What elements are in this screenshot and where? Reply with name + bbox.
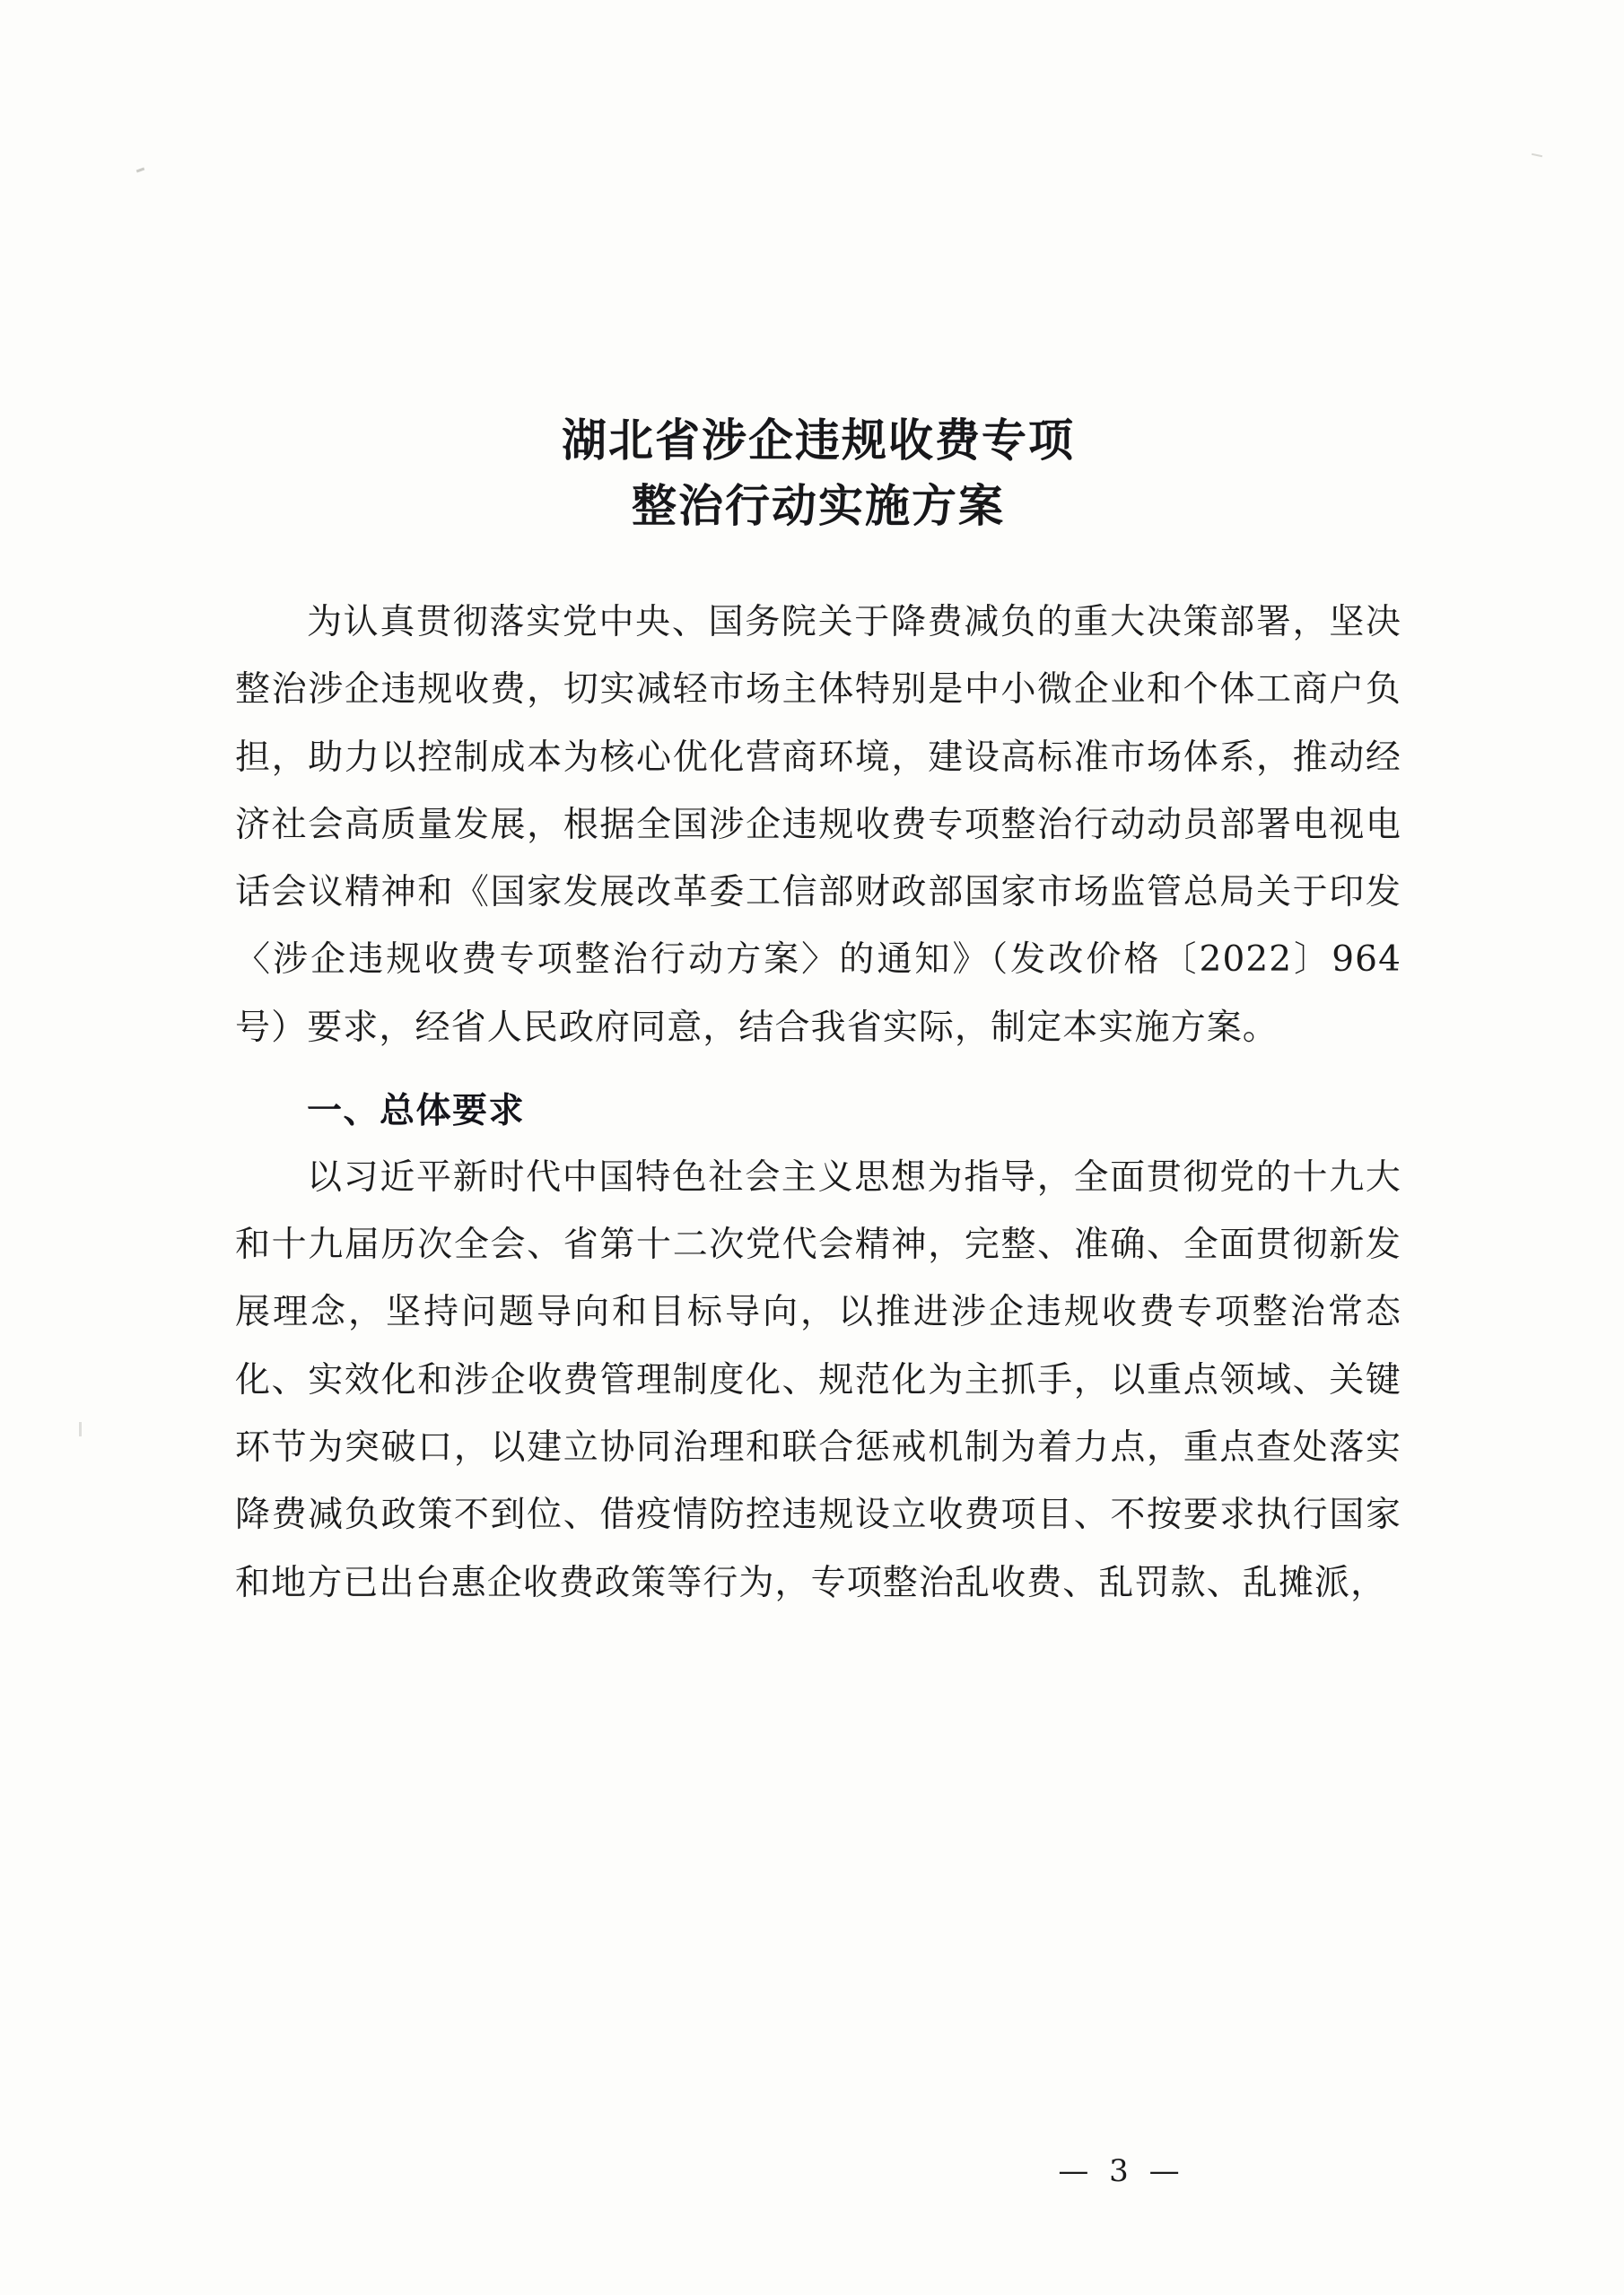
page-number-value: — 3 — bbox=[1058, 2153, 1185, 2189]
page-title-line-2: 整治行动实施方案 bbox=[632, 478, 1005, 532]
section-paragraph-1: 以习近平新时代中国特色社会主义思想为指导，全面贯彻党的十九大和十九届历次全会、省第十二次党代会精神，完整、准确、全面贯彻新发展理念，坚持问题导向和目标导向，以推进涉企违规收费专项整治常态化、实效化和涉企收费管理制度化、规范化为主抓手，以重点领域、关键环节为突破口，以建立协同治理和联合惩戒机制为着力点，重点查处落实降费减负政策不到位、借疫情防控违规设立收费项目、不按要求执行国家和地方已出台惠企收费政策等行为，专项整治乱收费、乱罚款、乱摊派， bbox=[235, 1156, 1401, 1603]
page-number bbox=[0, 2153, 1624, 2189]
scan-artifact-top-left bbox=[136, 168, 144, 173]
page-title bbox=[235, 408, 1401, 538]
intro-paragraph: 为认真贯彻落实党中央、国务院关于降费减负的重大决策部署，坚决整治涉企违规收费，切实减轻市场主体特别是中小微企业和个体工商户负担，助力以控制成本为核心优化营商环境，建设高标准市场体系，推动经济社会高质量发展，根据全国涉企违规收费专项整治行动动员部署电视电话会议精神和《国家发展改革委工信部财政部国家市场监管总局关于印发〈涉企违规收费专项整治行动方案〉的通知》（发改价格〔2022〕964号）要求，经省人民政府同意，结合我省实际，制定本实施方案。 bbox=[235, 602, 1401, 1048]
page-title-line-1: 湖北省涉企违规收费专项 bbox=[562, 414, 1075, 467]
scan-artifact-left-margin bbox=[79, 1422, 82, 1436]
scan-artifact-top-right bbox=[1532, 153, 1542, 157]
document-content bbox=[235, 408, 1401, 1617]
section-heading-overall-requirements: 一、总体要求 bbox=[307, 1089, 526, 1131]
